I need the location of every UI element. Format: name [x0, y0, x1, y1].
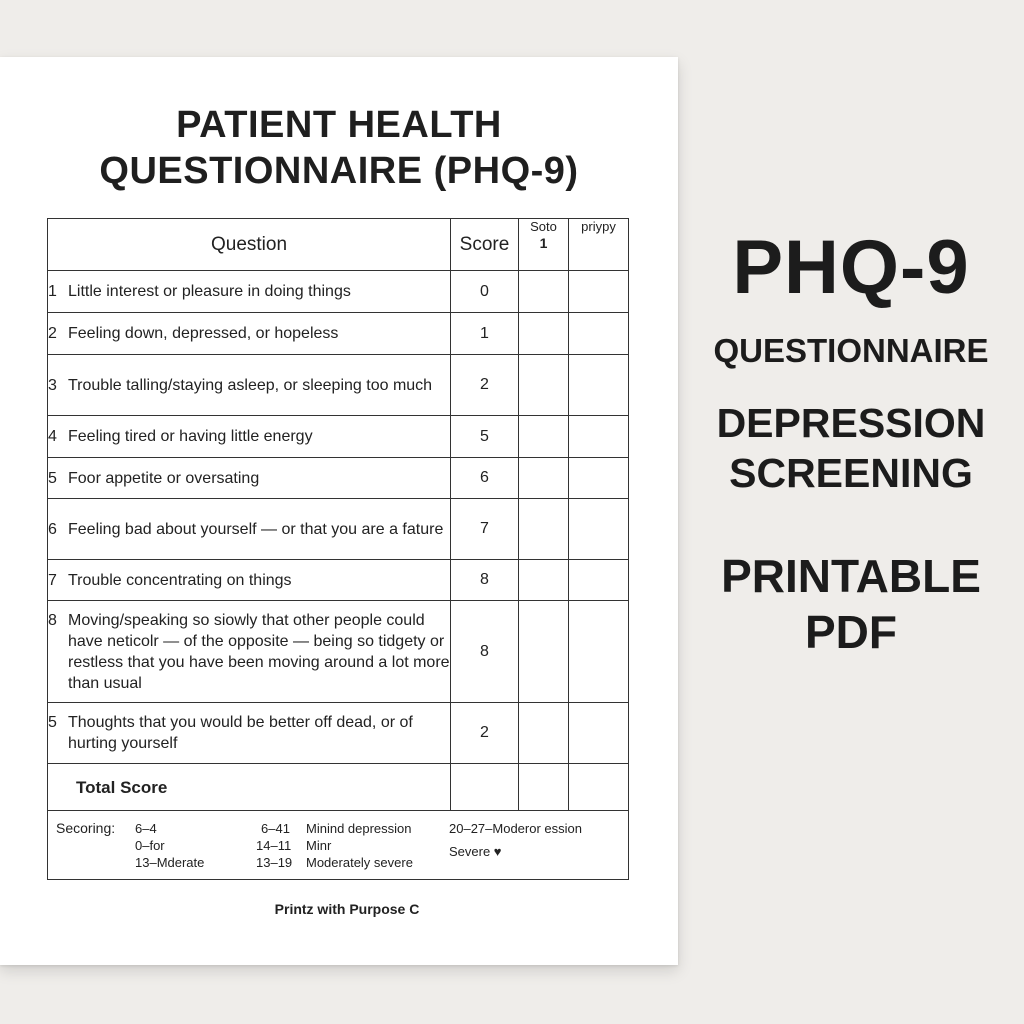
scoring-range: 6–41: [261, 821, 290, 836]
empty-cell: [519, 355, 569, 416]
total-score-cell: [451, 764, 519, 811]
question-text: Thoughts that you would be better off dead, or of hurting yourself: [68, 714, 413, 752]
table-row: [48, 355, 629, 416]
score-cell: 0: [451, 271, 519, 313]
scoring-legend: [48, 811, 628, 879]
scoring-severity: Severe ♥: [449, 844, 502, 859]
question-text: Trouble talling/staying asleep, or sleeping too much: [68, 376, 433, 394]
question-text: Feeling bad about yourself — or that you are a fature: [68, 520, 444, 538]
question-text: Trouble concentrating on things: [68, 571, 292, 589]
question-number: 5: [48, 469, 57, 487]
sheet-title: [0, 102, 678, 194]
empty-cell: [569, 313, 629, 355]
question-number: 5: [48, 714, 57, 731]
scoring-cell: [48, 811, 629, 880]
scoring-range: 13–19: [256, 855, 293, 870]
scoring-range: 6–4: [135, 821, 157, 836]
empty-cell: [519, 458, 569, 499]
footer-credit: Printz with Purpose C: [274, 901, 420, 917]
question-cell: [48, 601, 451, 703]
side-title: PHQ-9: [732, 225, 970, 310]
score-cell: 2: [451, 355, 519, 416]
table-row: [48, 703, 629, 764]
question-cell: [48, 458, 451, 499]
score-cell: 7: [451, 499, 519, 560]
header-col4: priypy: [569, 219, 629, 271]
header-col3-line2: 1: [539, 235, 548, 251]
score-cell: 8: [451, 601, 519, 703]
empty-cell: [519, 601, 569, 703]
question-text: Moving/speaking so siowly that other people could have neticolr — of the opposite — being so tidgety or restless that you have been moving around a lot more than usual: [68, 611, 450, 692]
question-cell: [48, 271, 451, 313]
table-row: [48, 313, 629, 355]
empty-cell: [569, 601, 629, 703]
question-text: Feeling down, depressed, or hopeless: [68, 325, 339, 342]
scoring-label: Secoring:: [56, 820, 116, 836]
scoring-severity: Minr: [306, 838, 332, 853]
header-score: Score: [451, 219, 519, 271]
empty-cell: [569, 271, 629, 313]
total-score-label: Total Score: [48, 764, 451, 811]
empty-cell: [519, 416, 569, 458]
header-col3: [519, 219, 569, 271]
side-screening: SCREENING: [729, 450, 973, 496]
scoring-range: 14–11: [256, 838, 292, 853]
question-cell: [48, 313, 451, 355]
question-number: 2: [48, 325, 57, 342]
question-cell: [48, 355, 451, 416]
empty-cell: [569, 416, 629, 458]
table-row: [48, 271, 629, 313]
empty-cell: [519, 764, 569, 811]
table-row: [48, 499, 629, 560]
sheet-title-line2: QUESTIONNAIRE (PHQ-9): [99, 150, 579, 192]
table-row: [48, 458, 629, 499]
side-depression: DEPRESSION: [716, 400, 986, 446]
scoring-range: 13–Mderate: [135, 855, 205, 870]
empty-cell: [519, 499, 569, 560]
empty-cell: [569, 703, 629, 764]
question-number: 4: [48, 428, 57, 445]
scoring-row: [48, 811, 629, 880]
table-header-row: [48, 219, 629, 271]
header-question: Question: [48, 219, 451, 271]
total-score-row: [48, 764, 629, 811]
question-text: Little interest or pleasure in doing things: [68, 283, 351, 300]
table-row: [48, 560, 629, 601]
empty-cell: [569, 764, 629, 811]
table-row: [48, 416, 629, 458]
question-cell: [48, 416, 451, 458]
score-cell: 1: [451, 313, 519, 355]
question-cell: [48, 499, 451, 560]
header-col3-line1: Soto: [530, 219, 557, 234]
sheet-title-line1: PATIENT HEALTH: [176, 104, 502, 146]
question-cell: [48, 703, 451, 764]
question-text: Foor appetite or oversating: [68, 469, 260, 487]
side-subtitle: QUESTIONNAIRE: [713, 332, 989, 369]
scoring-range: 0–for: [135, 838, 165, 853]
empty-cell: [519, 560, 569, 601]
empty-cell: [519, 271, 569, 313]
empty-cell: [519, 703, 569, 764]
side-printable-pdf: [678, 548, 1024, 660]
scoring-severity: Minind depression: [306, 821, 412, 836]
question-number: 7: [48, 571, 57, 589]
phq-table: [47, 218, 629, 880]
question-number: 3: [48, 376, 57, 394]
empty-cell: [569, 458, 629, 499]
score-cell: 6: [451, 458, 519, 499]
question-number: 6: [48, 520, 57, 538]
side-pdf: PDF: [805, 606, 897, 658]
question-number: 1: [48, 283, 57, 300]
question-number: 8: [48, 611, 57, 629]
empty-cell: [569, 560, 629, 601]
score-cell: 2: [451, 703, 519, 764]
question-cell: [48, 560, 451, 601]
question-text: Feeling tired or having little energy: [68, 428, 313, 445]
table-row: [48, 601, 629, 703]
side-depression-screening: [678, 398, 1024, 498]
scoring-severity: Moderately severe: [306, 855, 413, 870]
empty-cell: [569, 355, 629, 416]
scoring-severity: 20–27–Moderor ession: [449, 821, 582, 836]
score-cell: 8: [451, 560, 519, 601]
empty-cell: [569, 499, 629, 560]
score-cell: 5: [451, 416, 519, 458]
empty-cell: [519, 313, 569, 355]
side-printable: PRINTABLE: [721, 550, 981, 602]
questionnaire-sheet: [0, 57, 678, 965]
